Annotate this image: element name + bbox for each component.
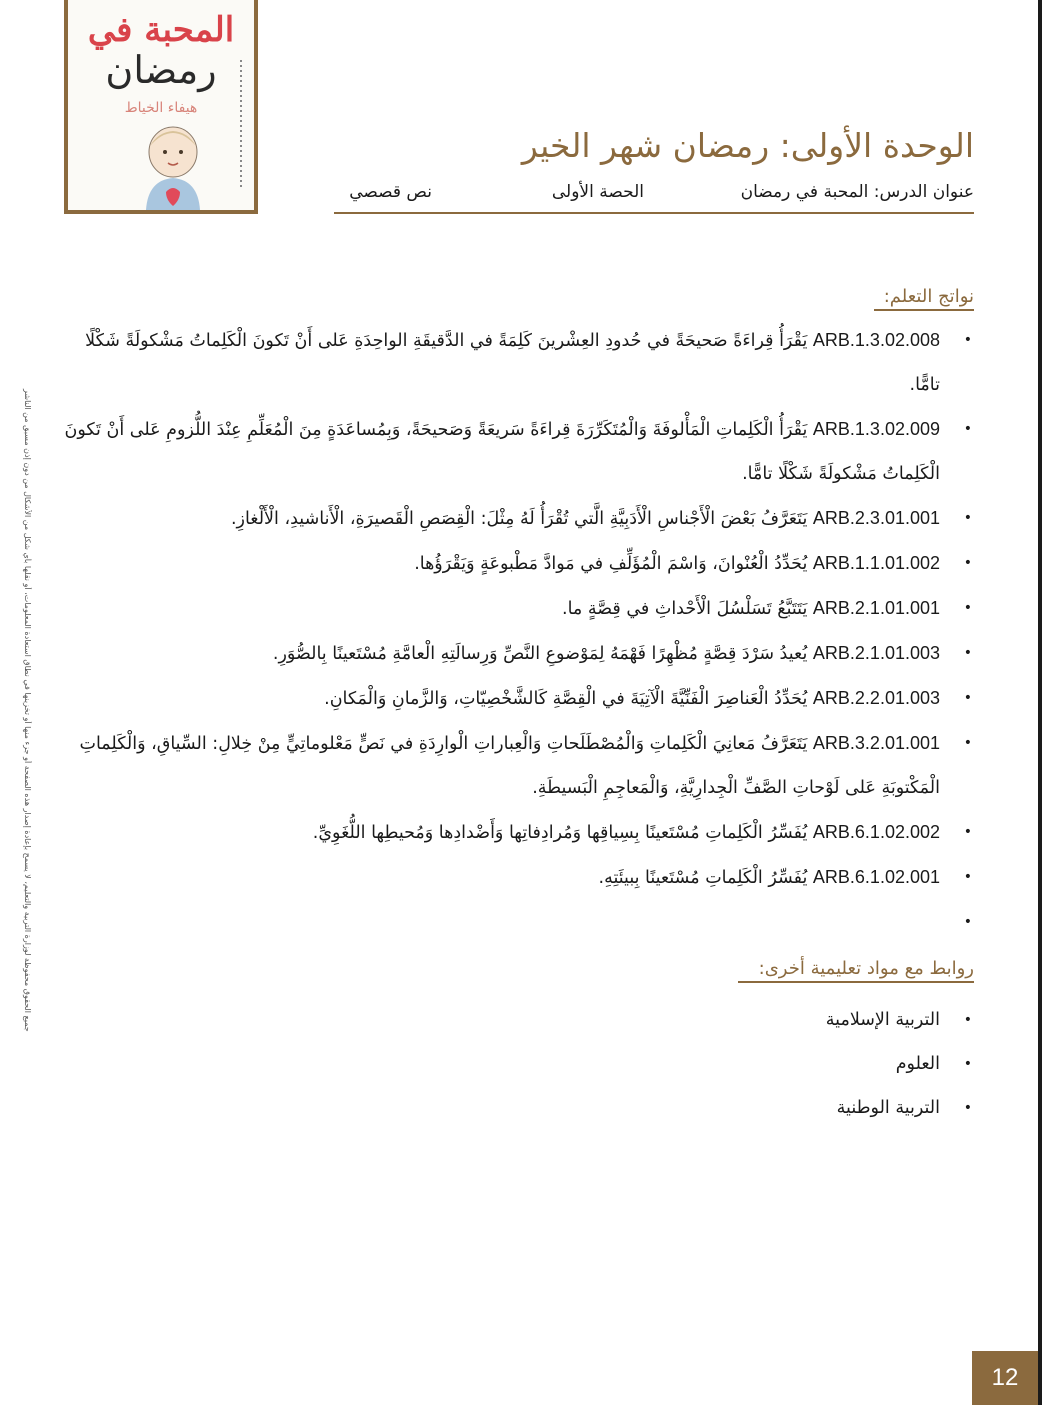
child-illustration-icon: [128, 118, 218, 210]
bullet-icon: •: [963, 690, 972, 706]
link-subject-item: [574, 1042, 974, 1086]
outcome-code: ARB.6.1.02.002: [812, 822, 940, 842]
link-subject-label: العلوم: [895, 1054, 940, 1074]
outcome-item: [64, 318, 974, 407]
outcome-item: [64, 810, 974, 855]
outcome-text: يُحَدِّدُ الْعَناصِرَ الْفَنِّيَّةَ الْآتِيَةَ في الْقِصَّةِ كَالشَّخْصِيّاتِ، وَالزَّمانِ وَالْمَكانِ.: [324, 689, 808, 709]
bullet-icon: •: [963, 1012, 972, 1028]
outcome-code: ARB.3.2.01.001: [812, 733, 940, 753]
text-type: نص قصصي: [349, 182, 432, 202]
outcome-text: يَقْرَأُ قِراءَةً صَحيحَةً في حُدودِ العِشْرينَ كَلِمَةً في الدَّقيقَةِ الواحِدَةِ عَلى أَنْ تَكونَ الْكَلِماتُ مَشْكولَةً شَكْلًا تامًّا.: [85, 331, 940, 395]
bullet-icon: •: [963, 332, 972, 348]
bullet-icon: •: [963, 824, 972, 840]
outcome-code: ARB.1.3.02.009: [812, 419, 940, 439]
outcome-item: [64, 721, 974, 810]
outcome-text: يَتَعَرَّفُ مَعانِيَ الْكَلِماتِ وَالْمُصْطَلَحاتِ وَالْعِباراتِ الْوارِدَةِ في نَصٍّ مَعْلوماتِيٍّ مِنْ خِلالِ: السِّياقِ، وَالْكَلِماتِ الْمَكْتوبَةِ عَلى لَوْحاتِ الصَّفِّ الْجِدارِيَّةِ، وَالْمَعاجِمِ الْبَسيطَةِ.: [79, 734, 940, 798]
lesson-period: الحصة الأولى: [551, 182, 644, 202]
right-edge-bar: [1038, 0, 1042, 1405]
outcome-code: ARB.2.1.01.003: [812, 643, 940, 663]
bullet-icon: •: [963, 555, 972, 571]
outcomes-list: [64, 318, 974, 944]
cover-spine-decoration: [240, 60, 242, 190]
cover-title-line1: المحبة في: [87, 10, 235, 50]
bullet-icon: •: [963, 510, 972, 526]
copyright-side-note: جميع الحقوق محفوظة لوزارة التربية والتعليم، لا يسمح بإعادة إصدار هذه الصفحة أو جزء منها أو تخزينها في نطاق استعادة المعلومات، أو نقلها بأي شكل من الأشكال من دون إذن مسبق من الناشر: [23, 388, 32, 1032]
links-heading: روابط مع مواد تعليمية أخرى:: [738, 958, 974, 983]
outcomes-heading: نواتج التعلم:: [874, 286, 974, 311]
outcome-code: ARB.2.1.01.001: [812, 598, 940, 618]
outcome-text: يَتَعَرَّفُ بَعْضَ الْأَجْناسِ الْأَدَبِيَّةِ الَّتي تُقْرَأُ لَهُ مِثْلَ: الْقِصَصِ الْقَصيرَةِ، الْأَناشيدِ، الْأَلْغازِ.: [230, 509, 808, 529]
outcome-code: ARB.6.1.02.001: [812, 867, 940, 887]
bullet-icon: •: [963, 1056, 972, 1072]
page-number: 12: [972, 1351, 1038, 1405]
outcome-item: [64, 855, 974, 900]
bullet-icon: •: [963, 869, 972, 885]
book-cover: [64, 0, 258, 214]
bullet-icon: •: [963, 1100, 972, 1116]
cover-author: هيفاء الخياط: [124, 100, 198, 116]
outcome-code: ARB.1.1.01.002: [812, 553, 940, 573]
outcome-code: ARB.1.3.02.008: [812, 330, 940, 350]
outcome-item: [64, 586, 974, 631]
link-subject-label: التربية الوطنية: [836, 1098, 940, 1118]
outcome-text: يَتَتَبَّعُ تَسَلْسُلَ الْأَحْداثِ في قِصَّةٍ ما.: [562, 599, 808, 619]
bullet-icon: •: [963, 914, 972, 930]
outcome-item: [64, 496, 974, 541]
link-subject-label: التربية الإسلامية: [825, 1010, 940, 1030]
cover-title-line2: رمضان: [105, 48, 217, 92]
outcome-text: يُفَسِّرُ الْكَلِماتِ مُسْتَعينًا بِسِياقِها وَمُرادِفاتِها وَأَضْدادِها وَمُحيطِها اللُّغَوِيِّ.: [312, 823, 808, 843]
outcome-code: ARB.2.2.01.003: [812, 688, 940, 708]
bullet-icon: •: [963, 645, 972, 661]
unit-title: الوحدة الأولى: رمضان شهر الخير: [521, 126, 974, 165]
outcome-item-empty: [64, 900, 974, 944]
links-list: [574, 998, 974, 1130]
outcome-text: يَقْرَأُ الْكَلِماتِ الْمَأْلوفَةَ وَالْمُتَكَرِّرَةَ قِراءَةً سَريعَةً وَصَحيحَةً، وَبِمُساعَدَةٍ مِنَ الْمُعَلِّمِ عِنْدَ اللُّزومِ عَلى أَنْ تَكونَ الْكَلِماتُ مَشْكولَةً شَكْلًا تامًّا.: [64, 420, 940, 484]
outcome-item: [64, 676, 974, 721]
lesson-title: عنوان الدرس: المحبة في رمضان: [740, 182, 974, 202]
bullet-icon: •: [963, 600, 972, 616]
outcome-item: [64, 631, 974, 676]
link-subject-item: [574, 1086, 974, 1130]
outcome-text: يُفَسِّرُ الْكَلِماتِ مُسْتَعينًا بِبيئَتِهِ.: [598, 868, 808, 888]
bullet-icon: •: [963, 735, 972, 751]
outcome-item: [64, 541, 974, 586]
outcome-code: ARB.2.3.01.001: [812, 508, 940, 528]
outcome-item: [64, 407, 974, 496]
lesson-info-bar: [334, 180, 974, 214]
bullet-icon: •: [963, 421, 972, 437]
link-subject-item: [574, 998, 974, 1042]
outcome-text: يُعيدُ سَرْدَ قِصَّةٍ مُظْهِرًا فَهْمَهُ لِمَوْضوعِ النَّصِّ وَرِسالَتِهِ الْعامَّةِ مُسْتَعينًا بِالصُّوَرِ.: [272, 644, 808, 664]
outcome-text: يُحَدِّدُ الْعُنْوانَ، وَاسْمَ الْمُؤَلِّفِ في مَوادَّ مَطْبوعَةٍ وَيَقْرَؤُها.: [414, 554, 808, 574]
